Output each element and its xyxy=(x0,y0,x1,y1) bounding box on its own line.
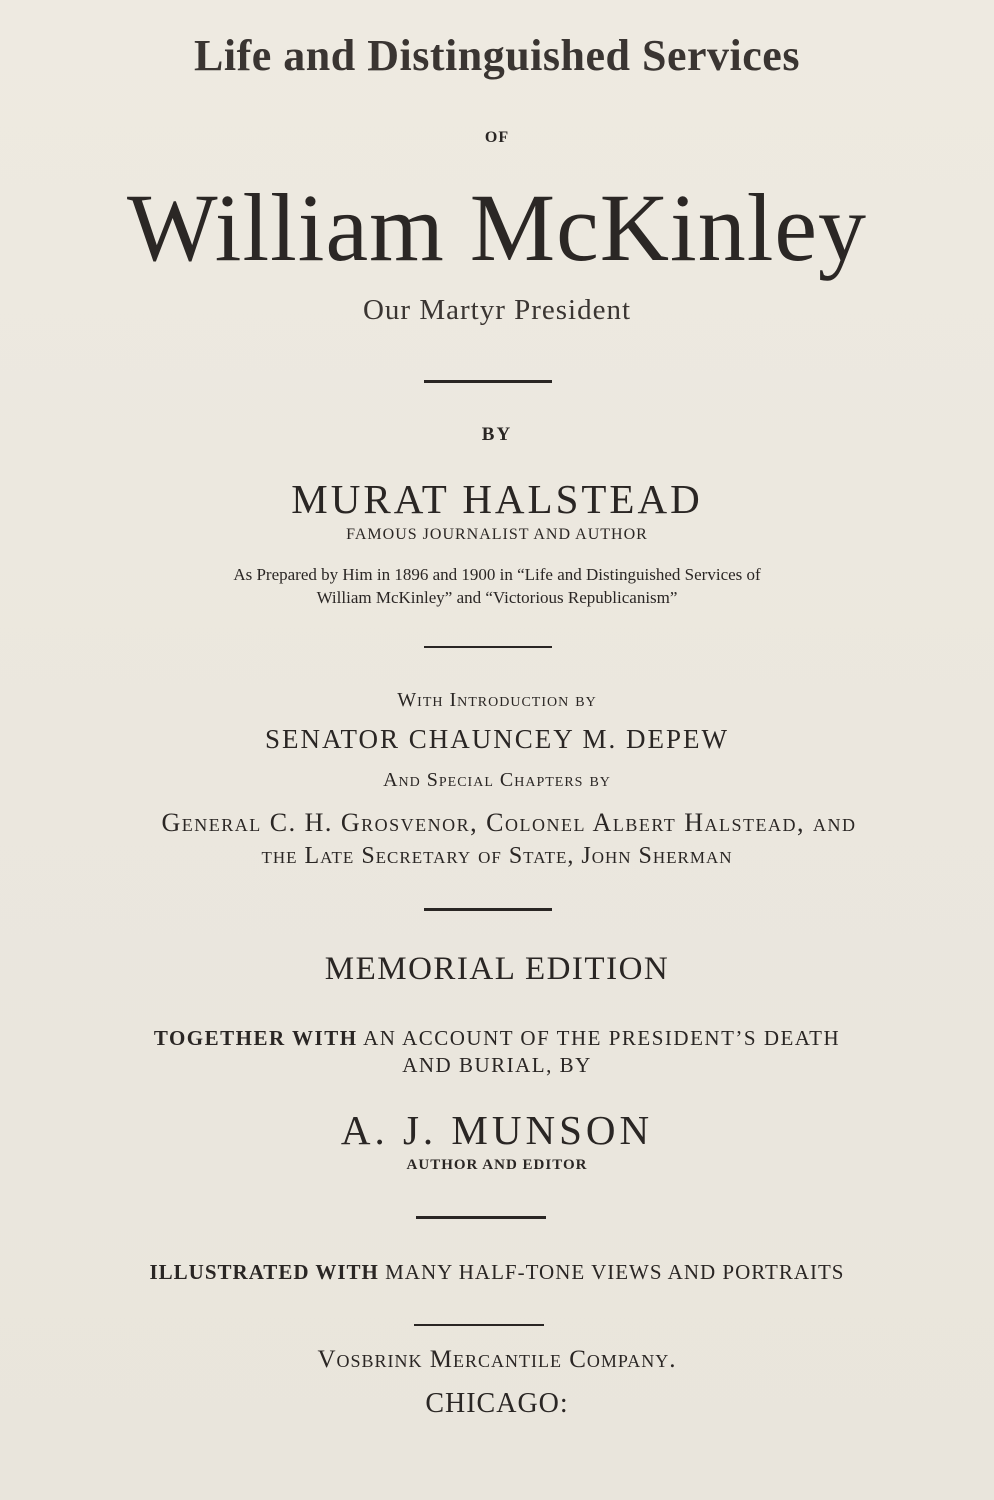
account-line-2: AND BURIAL, BY xyxy=(402,1053,592,1077)
publisher-city: CHICAGO: xyxy=(425,1388,569,1419)
illustration-phrase: MANY HALF-TONE VIEWS AND PORTRAITS xyxy=(385,1260,845,1284)
special-chapters-label: And Special Chapters by xyxy=(383,769,611,791)
subject-name: William McKinley xyxy=(127,174,867,281)
divider-rule xyxy=(424,646,552,648)
illustration-note xyxy=(0,1262,994,1283)
subtitle: Our Martyr President xyxy=(362,294,632,326)
special-chapters-authors-line-1: General C. H. Grosvenor, Colonel Albert Halstead, and xyxy=(161,808,857,837)
introduction-author: SENATOR CHAUNCEY M. DEPEW xyxy=(264,724,730,754)
account-author-name: A. J. MUNSON xyxy=(340,1107,654,1153)
prepared-note-line-1: As Prepared by Him in 1896 and 1900 in “Life and Distinguished Services of xyxy=(233,565,761,584)
book-title-top: Life and Distinguished Services xyxy=(194,31,800,80)
prepared-note-line-2: William McKinley” and “Victorious Republicanism” xyxy=(316,588,678,607)
publisher-name: Vosbrink Mercantile Company. xyxy=(317,1346,677,1373)
edition-label: MEMORIAL EDITION xyxy=(324,951,670,987)
divider-rule xyxy=(414,1324,544,1326)
by-word: BY xyxy=(481,424,513,445)
special-chapters-authors-line-2: the Late Secretary of State, John Sherman xyxy=(261,843,733,869)
illustration-bold-phrase: ILLUSTRATED WITH xyxy=(149,1260,379,1284)
divider-rule xyxy=(424,908,552,911)
account-bold-phrase: TOGETHER WITH xyxy=(153,1026,358,1050)
author-role: FAMOUS JOURNALIST AND AUTHOR xyxy=(346,526,648,543)
account-phrase: AN ACCOUNT OF THE PRESIDENT’S DEATH xyxy=(363,1026,841,1050)
account-author-role: AUTHOR AND EDITOR xyxy=(406,1157,588,1173)
divider-rule xyxy=(416,1216,546,1219)
divider-rule xyxy=(424,380,552,383)
account-line-1 xyxy=(0,1028,994,1049)
introduction-label: With Introduction by xyxy=(397,689,597,711)
author-name: MURAT HALSTEAD xyxy=(291,476,703,522)
of-word: OF xyxy=(484,129,510,146)
